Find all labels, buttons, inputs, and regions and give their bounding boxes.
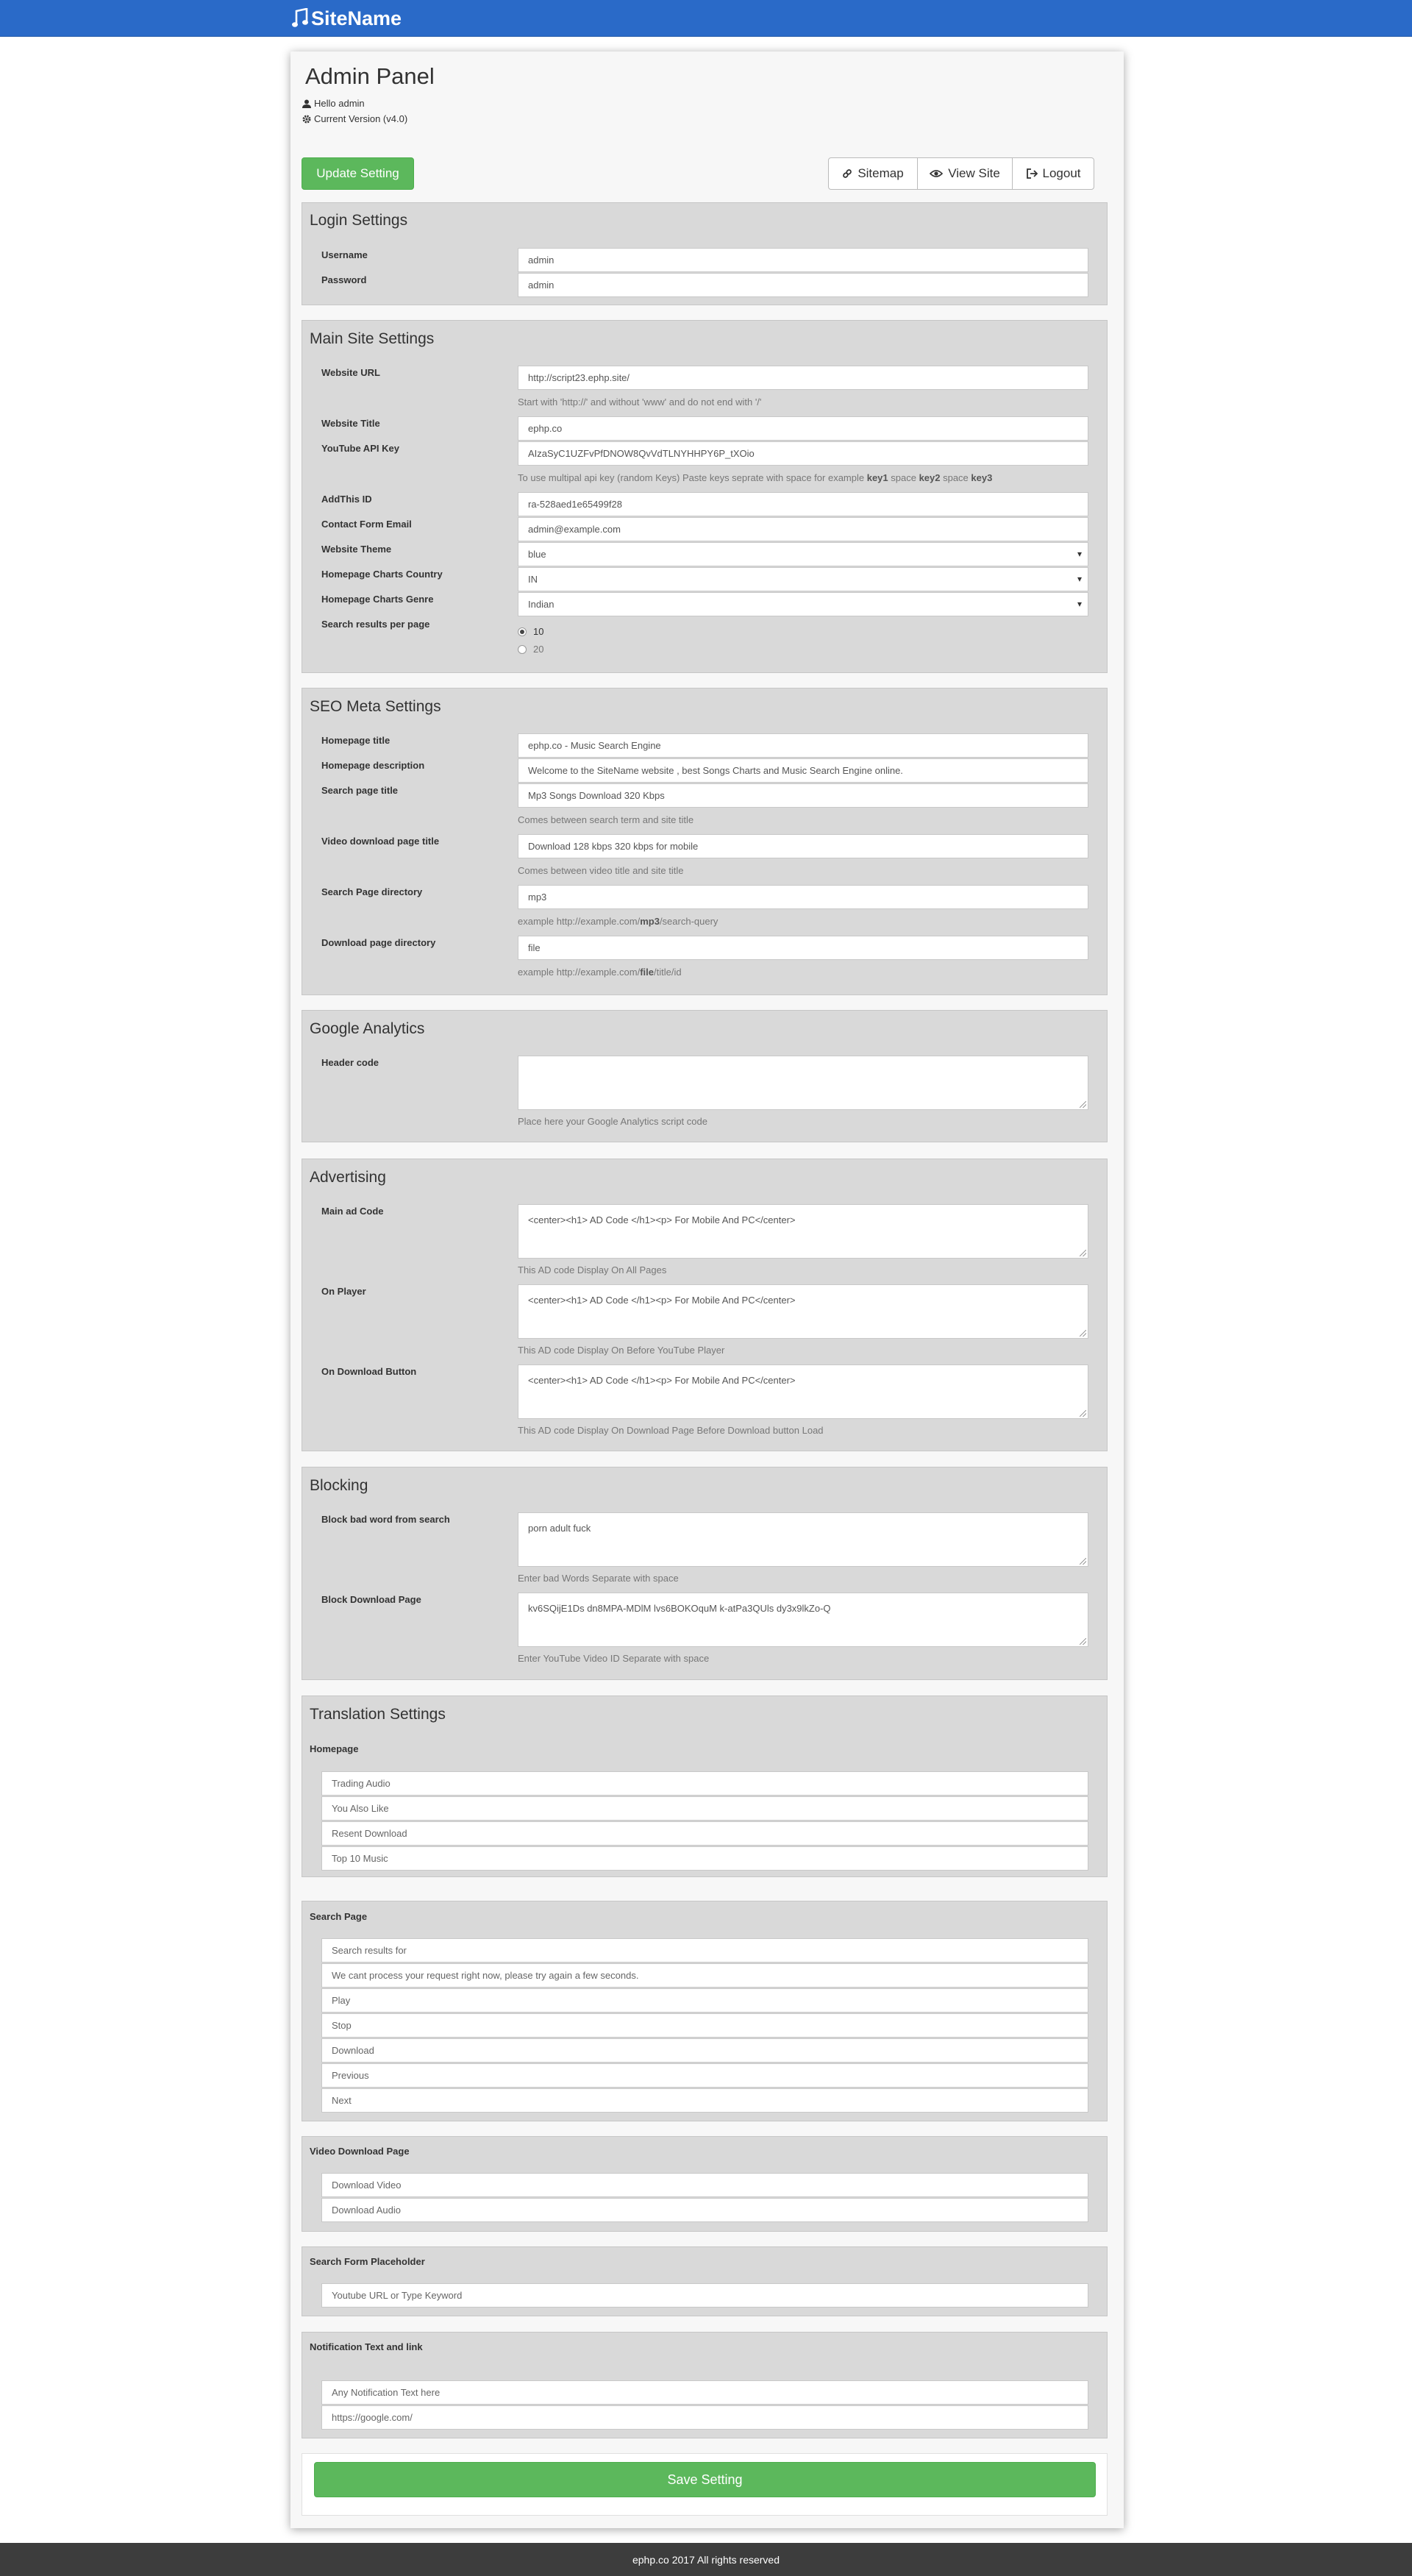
radio-unchecked-icon [518, 645, 527, 654]
hello-user: Hello admin [302, 98, 365, 109]
homepage-translation-input[interactable]: Trading Audio [321, 1771, 1088, 1796]
search-page-translation-panel [302, 1901, 1108, 2121]
advertising-panel [302, 1159, 1108, 1451]
block-words-label: Block bad word from search [321, 1514, 450, 1525]
top-actions [828, 157, 1094, 190]
results-per-page-label: Search results per page [321, 619, 430, 630]
search-translation-input[interactable]: We cant process your request right now, please try again a few seconds. [321, 1963, 1088, 1988]
footer [0, 2543, 1412, 2576]
search-translation-input[interactable]: Search results for [321, 1938, 1088, 1963]
download-directory-label: Download page directory [321, 937, 436, 948]
website-url-label: Website URL [321, 367, 380, 378]
addthis-id-input[interactable]: ra-528aed1e65499f28 [518, 492, 1088, 516]
youtube-api-key-label: YouTube API Key [321, 443, 399, 454]
radio-checked-icon [518, 627, 527, 636]
blocking-title: Blocking [310, 1477, 368, 1494]
website-theme-label: Website Theme [321, 544, 392, 555]
website-url-input[interactable]: http://script23.ephp.site/ [518, 366, 1088, 390]
download-directory-help: example http://example.com/file/title/id [518, 967, 682, 978]
notification-link-input[interactable]: https://google.com/ [321, 2405, 1088, 2430]
notification-text-input[interactable]: Any Notification Text here [321, 2380, 1088, 2405]
save-area [302, 2453, 1108, 2516]
contact-email-input[interactable]: admin@example.com [518, 517, 1088, 541]
video-download-translation-label: Video Download Page [310, 2146, 410, 2157]
search-directory-help: example http://example.com/mp3/search-query [518, 916, 719, 927]
homepage-translation-input[interactable]: You Also Like [321, 1796, 1088, 1821]
main-ad-code-label: Main ad Code [321, 1206, 384, 1217]
translation-settings-title: Translation Settings [310, 1706, 446, 1723]
search-page-title-label: Search page title [321, 785, 399, 796]
on-download-button-textarea[interactable]: <center><h1> AD Code </h1><p> For Mobile And PC</center> [518, 1365, 1088, 1419]
homepage-description-label: Homepage description [321, 760, 425, 771]
google-analytics-panel [302, 1010, 1108, 1142]
site-brand-link[interactable] [292, 4, 402, 33]
on-player-label: On Player [321, 1286, 366, 1297]
password-input[interactable]: admin [518, 273, 1088, 297]
header-code-help: Place here your Google Analytics script code [518, 1116, 707, 1127]
username-input[interactable]: admin [518, 248, 1088, 272]
homepage-title-label: Homepage title [321, 735, 391, 746]
youtube-api-key-input[interactable]: AIzaSyC1UZFvPfDNOW8QvVdTLNYHHPY6P_tXOio [518, 441, 1088, 466]
search-page-translation-label: Search Page [310, 1911, 368, 1922]
login-settings-title: Login Settings [310, 212, 408, 229]
on-download-button-label: On Download Button [321, 1366, 417, 1377]
video-page-title-help: Comes between video title and site title [518, 865, 684, 876]
website-title-input[interactable]: ephp.co [518, 416, 1088, 441]
header-code-label: Header code [321, 1057, 379, 1068]
view-site-button[interactable]: View Site [917, 157, 1013, 190]
top-navbar [0, 0, 1412, 37]
header-code-textarea[interactable] [518, 1056, 1088, 1110]
search-directory-label: Search Page directory [321, 886, 423, 897]
blocking-panel [302, 1467, 1108, 1680]
homepage-translation-input[interactable]: Resent Download [321, 1821, 1088, 1846]
search-placeholder-panel [302, 2246, 1108, 2316]
save-setting-button[interactable]: Save Setting [314, 2462, 1096, 2497]
translation-settings-panel [302, 1696, 1108, 1877]
video-translation-input[interactable]: Download Video [321, 2173, 1088, 2197]
homepage-title-input[interactable]: ephp.co - Music Search Engine [518, 733, 1088, 758]
website-url-help: Start with 'http://' and without 'www' and do not end with '/' [518, 396, 762, 408]
sitemap-button[interactable]: Sitemap [828, 157, 918, 190]
charts-genre-select[interactable]: Indian ▾ [518, 592, 1088, 616]
login-settings-panel [302, 202, 1108, 305]
link-icon [842, 168, 852, 179]
charts-genre-label: Homepage Charts Genre [321, 594, 434, 605]
username-label: Username [321, 249, 368, 260]
seo-meta-settings-title: SEO Meta Settings [310, 698, 441, 715]
main-site-settings-title: Main Site Settings [310, 330, 435, 347]
password-label: Password [321, 274, 367, 285]
logout-button[interactable]: Logout [1012, 157, 1094, 190]
update-setting-button[interactable]: Update Setting [302, 157, 414, 190]
notification-panel [302, 2332, 1108, 2438]
charts-country-select[interactable]: IN ▾ [518, 567, 1088, 591]
youtube-api-key-help: To use multipal api key (random Keys) Paste keys seprate with space for example key1 space key2 space key3 [518, 472, 993, 483]
video-translation-input[interactable]: Download Audio [321, 2198, 1088, 2222]
advertising-title: Advertising [310, 1169, 386, 1186]
contact-email-label: Contact Form Email [321, 519, 412, 530]
footer-text: ephp.co 2017 All rights reserved [632, 2553, 780, 2566]
search-translation-input[interactable]: Play [321, 1988, 1088, 2013]
logout-icon [1026, 168, 1038, 179]
addthis-id-label: AddThis ID [321, 494, 372, 505]
search-placeholder-label: Search Form Placeholder [310, 2256, 425, 2267]
results-20-radio[interactable]: 20 [518, 644, 543, 655]
homepage-translation-label: Homepage [310, 1743, 359, 1754]
charts-country-label: Homepage Charts Country [321, 569, 443, 580]
notification-label: Notification Text and link [310, 2341, 423, 2352]
main-ad-code-help: This AD code Display On All Pages [518, 1264, 667, 1275]
search-translation-input[interactable]: Previous [321, 2063, 1088, 2088]
music-note-icon [292, 8, 308, 29]
video-page-title-input[interactable]: Download 128 kbps 320 kbps for mobile [518, 834, 1088, 858]
on-player-textarea[interactable]: <center><h1> AD Code </h1><p> For Mobile And PC</center> [518, 1284, 1088, 1339]
website-theme-select[interactable]: blue ▾ [518, 542, 1088, 566]
homepage-description-input[interactable]: Welcome to the SiteName website , best Songs Charts and Music Search Engine online. [518, 758, 1088, 783]
results-10-radio[interactable]: 10 [518, 626, 543, 637]
block-words-textarea[interactable]: porn adult fuck [518, 1512, 1088, 1567]
homepage-translation-input[interactable]: Top 10 Music [321, 1846, 1088, 1871]
block-download-textarea[interactable]: kv6SQijE1Ds dn8MPA-MDlM lvs6BOKOquM k-atPa3QUls dy3x9lkZo-Q [518, 1593, 1088, 1647]
block-download-label: Block Download Page [321, 1594, 421, 1605]
search-translation-input[interactable]: Download [321, 2038, 1088, 2063]
block-download-help: Enter YouTube Video ID Separate with space [518, 1653, 710, 1664]
download-directory-input[interactable]: file [518, 936, 1088, 960]
search-page-title-help: Comes between search term and site title [518, 814, 694, 825]
video-page-title-label: Video download page title [321, 836, 440, 847]
search-translation-input[interactable]: Next [321, 2088, 1088, 2113]
eye-icon [930, 169, 943, 178]
on-player-help: This AD code Display On Before YouTube Player [518, 1345, 725, 1356]
website-title-label: Website Title [321, 418, 380, 429]
block-words-help: Enter bad Words Separate with space [518, 1573, 679, 1584]
main-site-settings-panel [302, 320, 1108, 673]
user-icon [302, 99, 311, 108]
search-placeholder-input[interactable]: Youtube URL or Type Keyword [321, 2283, 1088, 2308]
seo-meta-settings-panel [302, 688, 1108, 995]
google-analytics-title: Google Analytics [310, 1020, 425, 1037]
current-version: Current Version (v4.0) [302, 113, 407, 124]
brand-name: SiteName [311, 7, 402, 29]
page-title: Admin Panel [305, 63, 435, 89]
on-download-button-help: This AD code Display On Download Page Before Download button Load [518, 1425, 824, 1436]
gear-icon [302, 115, 311, 124]
main-ad-code-textarea[interactable]: <center><h1> AD Code </h1><p> For Mobile And PC</center> [518, 1204, 1088, 1259]
search-page-title-input[interactable]: Mp3 Songs Download 320 Kbps [518, 783, 1088, 808]
search-translation-input[interactable]: Stop [321, 2013, 1088, 2038]
video-download-translation-panel [302, 2136, 1108, 2232]
search-directory-input[interactable]: mp3 [518, 885, 1088, 909]
